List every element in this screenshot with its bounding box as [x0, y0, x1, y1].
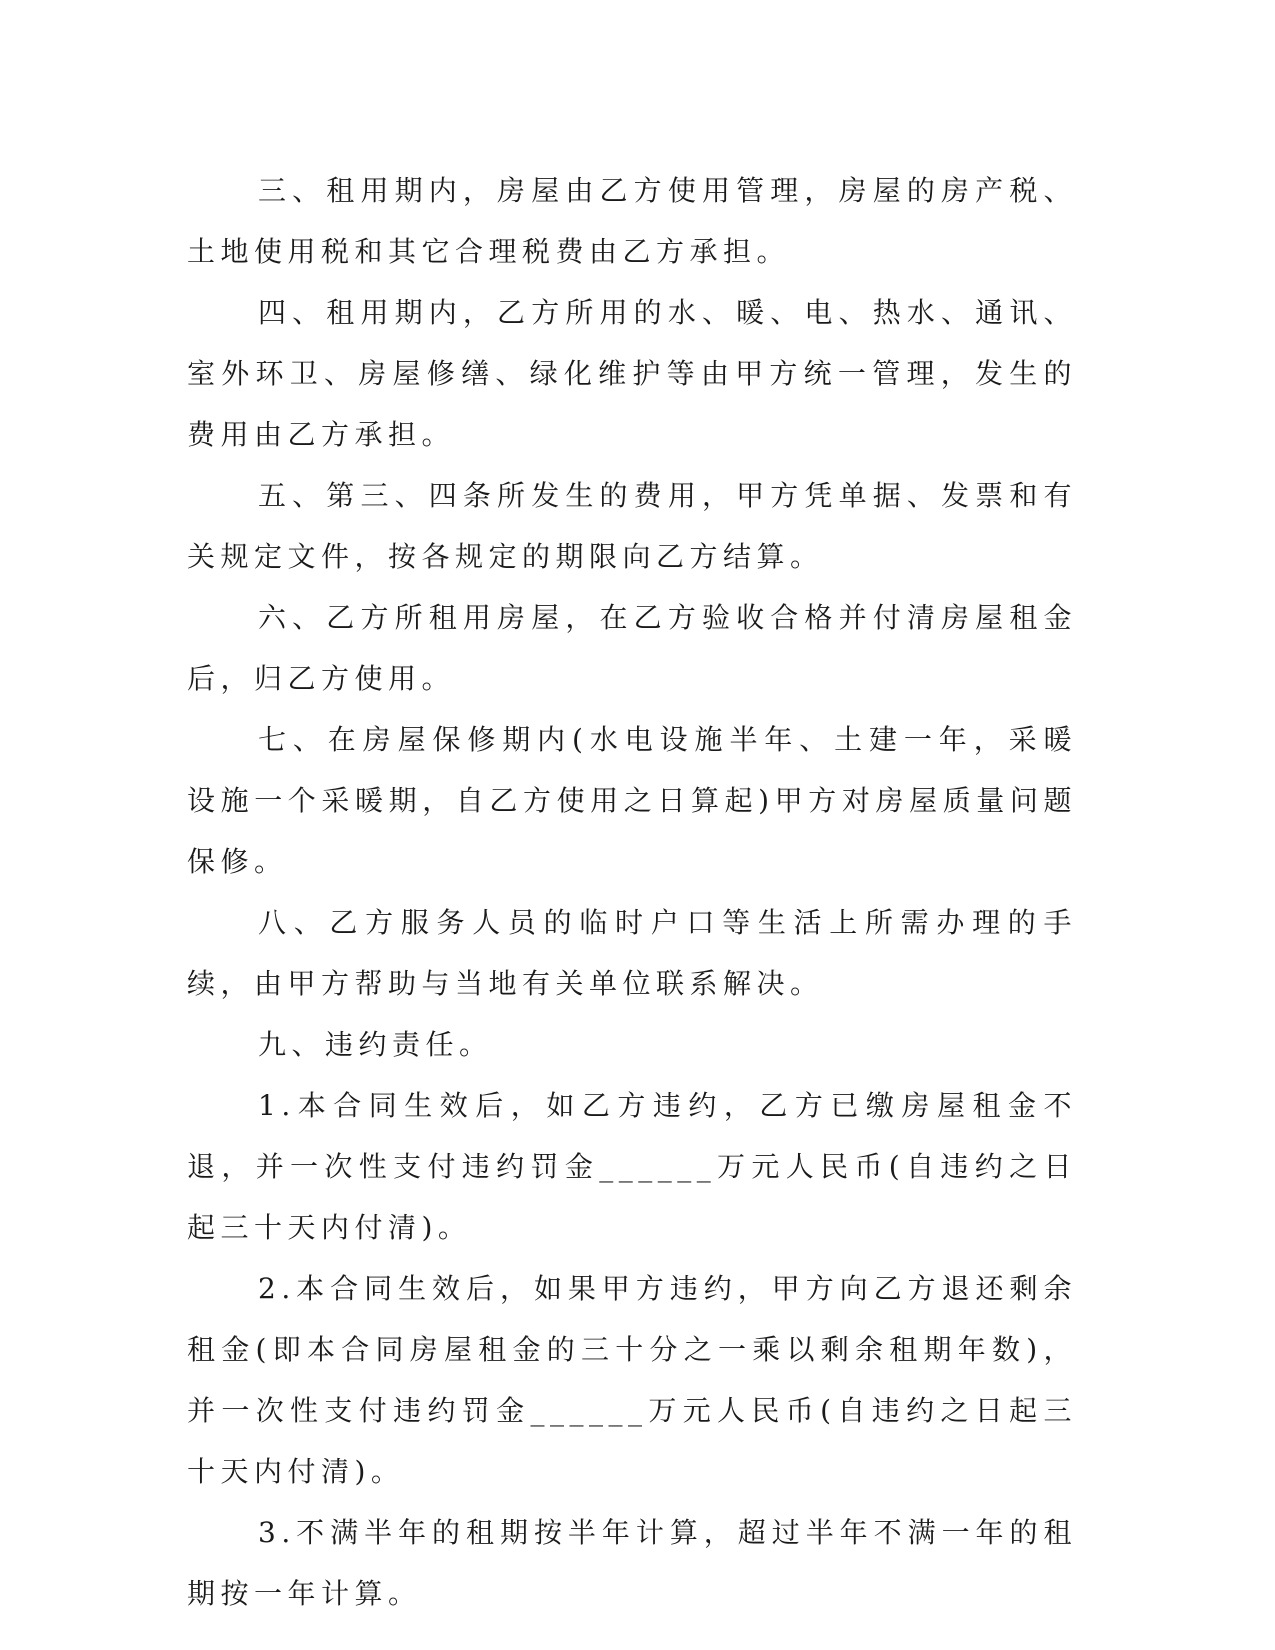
clause-6: 六、乙方所租用房屋，在乙方验收合格并付清房屋租金后，归乙方使用。 [187, 601, 1077, 695]
clause-9-item-1: 1.本合同生效后，如乙方违约，乙方已缴房屋租金不退，并一次性支付违约罚金______万元人民币(自违约之日起三十天内付清)。 [187, 1089, 1077, 1244]
clause-9-item-2: 2.本合同生效后，如果甲方违约，甲方向乙方退还剩余租金(即本合同房屋租金的三十分之一乘以剩余租期年数)，并一次性支付违约罚金______万元人民币(自违约之日起三十天内付清)。 [187, 1272, 1077, 1488]
clause-4: 四、租用期内，乙方所用的水、暖、电、热水、通讯、室外环卫、房屋修缮、绿化维护等由甲方统一管理，发生的费用由乙方承担。 [187, 296, 1077, 451]
clause-7: 七、在房屋保修期内(水电设施半年、土建一年，采暖设施一个采暖期，自乙方使用之日算起)甲方对房屋质量问题保修。 [187, 723, 1077, 878]
clause-5: 五、第三、四条所发生的费用，甲方凭单据、发票和有关规定文件，按各规定的期限向乙方结算。 [187, 479, 1077, 573]
clause-9-heading: 九、违约责任。 [258, 1028, 493, 1061]
clause-8: 八、乙方服务人员的临时户口等生活上所需办理的手续，由甲方帮助与当地有关单位联系解决。 [187, 906, 1077, 1000]
document-body [187, 160, 1077, 1624]
clause-9-item-3: 3.不满半年的租期按半年计算，超过半年不满一年的租期按一年计算。 [187, 1516, 1077, 1610]
clause-3: 三、租用期内，房屋由乙方使用管理，房屋的房产税、土地使用税和其它合理税费由乙方承担。 [187, 174, 1077, 268]
